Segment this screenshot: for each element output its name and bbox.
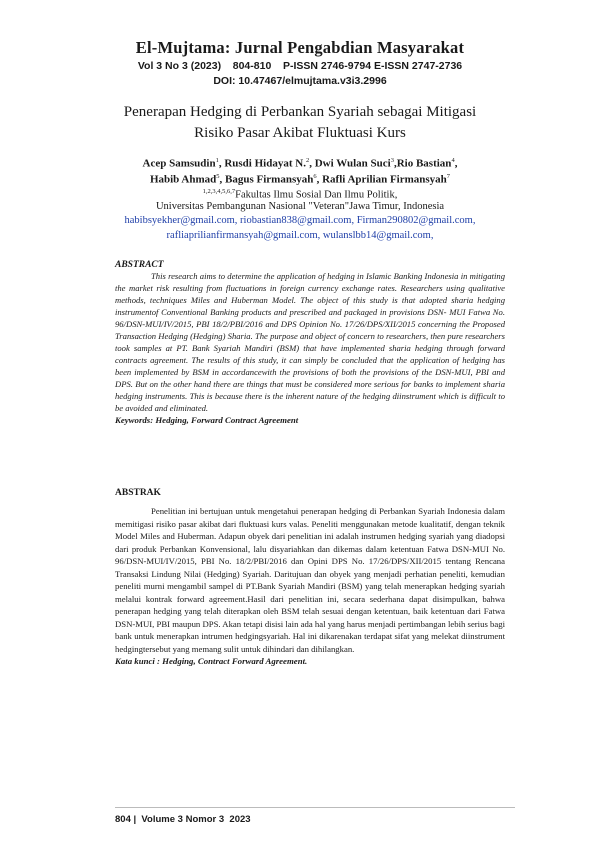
journal-doi: DOI: 10.47467/elmujtama.v3i3.2996 [213, 75, 387, 87]
abstrak-body: Penelitian ini bertujuan untuk mengetahui penerapan hedging di Perbankan Syariah Indonesia dalam memitigasi risiko pasar akibat dari fluktuasi kurs valas. Peneliti menggunakan metode kualitatif, dengan teknik Model Miles and Huberman. Adapun obyek dari penelitian ini adalah instrumen hedging syariah yang diadopsi dari produk Perbankan Konvensional, lalu disyariahkan dan dikemas dalam ketentuan Fatwa DSN-MUI No. 96/DSN-MUI/IV/2015, PBI No. 18/2/PBI/2016 dan Opini DPS No. 17/26/DPS/XII/2015 tentang Rencana Transaksi Lindung Nilai (Hedging) Syariah. Daritujuan dan obyek yang menjadi perhatian peneliti, kemudian peneliti murni mengambil sampel di PT.Bank Syariah Mandiri (BSM) yang telah menerapkan hedging syariah melalui kontrak forward agreement.Hasil dari penelitian ini, secara sederhana dapat disimpulkan, bahwa penerapan hedging yang telah diterapkan oleh BSM telah sesuai dengan ketentuan, baik ketentuan dari Fatwa DSN-MUI, PBI maupun DPS. Akan tetapi disisi lain ada hal yang harus menjadi pertimbangan lebih serius bagi bank untuk menerapkan intrumen hedgingsyariah. Hal ini dikarenakan terdapat sifat yang melekat diinstrument hedgingtersebut yang memang sulit untuk dihindari dan dihilangkan. [115, 506, 505, 654]
journal-title: El-Mujtama: Jurnal Pengabdian Masyarakat [135, 38, 465, 57]
author-name: , Dwi Wulan Suci [309, 157, 391, 170]
kata-kunci: Kata kunci : Hedging, Contract Forward Agreement. [115, 656, 308, 666]
abstract-english [115, 260, 505, 425]
author-name: , Rusdi Hidayat N. [218, 157, 306, 170]
author-sup: 3 [390, 157, 394, 164]
author-sup: 1 [215, 157, 219, 164]
abstract-indonesian [115, 488, 505, 666]
author-sup: 7 [446, 173, 451, 180]
paper-title-line-2: Risiko Pasar Akibat Fluktuasi Kurs [194, 125, 406, 141]
footer-divider [115, 807, 515, 808]
authors-line-1: Acep Samsudin$^1$, Rusdi Hidayat N.$^2$, Dwi Wulan Suci$^3$,Rio Bastian$^4$, [142, 157, 458, 170]
author-name: , Rafli Aprilian Firmansyah [316, 173, 447, 186]
paper-title-line-1: Penerapan Hedging di Perbankan Syariah sebagai Mitigasi [123, 104, 477, 120]
author-sup: 2 [305, 157, 310, 164]
author-name: Acep Samsudin [142, 157, 216, 170]
email-links-line-1[interactable]: habibsyekher@gmail.com, riobastian838@gmail.com, Firman290802@gmail.com, [124, 215, 476, 226]
affiliation-faculty: Fakultas Ilmu Sosial Dan Ilmu Politik, [235, 189, 398, 201]
affiliation-sup: 1,2,3,4,5,6,7 [202, 188, 236, 195]
email-links-line-2[interactable]: rafliaprilianfirmansyah@gmail.com, wulanslbb14@gmail.com, [166, 230, 434, 241]
author-sup: 6 [313, 173, 317, 180]
author-name: , Bagus Firmansyah [219, 173, 314, 186]
abstract-body: This research aims to determine the application of hedging in Islamic Banking Indonesia in mitigating the market risk resulting from fluctuations in foreign currency exchange rates. Researchers using qualitative methods, techniques Miles and Huberman Model. The object of this study is that adopted sharia hedging instrumentof Conventional Banking products and prescribed and packaged in provisions DSN- MUI Fatwa No. 96/DSN-MUI/IV/2015, PBI 18/2/PBI/2016 and DPS Opinion No. 17/26/DPS/XII/2015 concerning the Proposed Transaction Hedging (Hedging) Sharia. The purpose and object of concern to researchers, then pure researchers took samples at PT. Bank Syariah Mandiri (BSM) that have implemented sharia hedging through forward contracts agreement. The results of this study, it can simply be concluded that the application of hedging has been implemented by BSM in accordancewith the provisions of both the provisions of the DSN-MUI, PBI and DPS. But on the other hand there are things that must be considered more serious for banks to implement sharia hedging instruments. This is because there is the inherent nature of the hedging diinstrument which is difficult to be avoided and eliminated. [115, 271, 505, 413]
abstrak-heading: ABSTRAK [115, 488, 161, 498]
journal-volume-issn: Vol 3 No 3 (2023) 804-810 P-ISSN 2746-9794 E-ISSN 2747-2736 [137, 60, 463, 72]
author-sup: 4 [451, 157, 455, 164]
abstract-heading: ABSTRACT [115, 260, 164, 270]
affiliation-line-2: Universitas Pembangunan Nasional "Veteran"Jawa Timur, Indonesia [155, 201, 445, 212]
page-footer: 804 | Volume 3 Nomor 3 2023 [115, 814, 251, 825]
author-sup: 5 [216, 173, 220, 180]
keywords: Keywords: Hedging, Forward Contract Agreement [115, 415, 299, 425]
author-name: ,Rio Bastian [393, 157, 452, 170]
paper-title [60, 102, 540, 144]
author-name: Habib Ahmad [149, 173, 217, 186]
